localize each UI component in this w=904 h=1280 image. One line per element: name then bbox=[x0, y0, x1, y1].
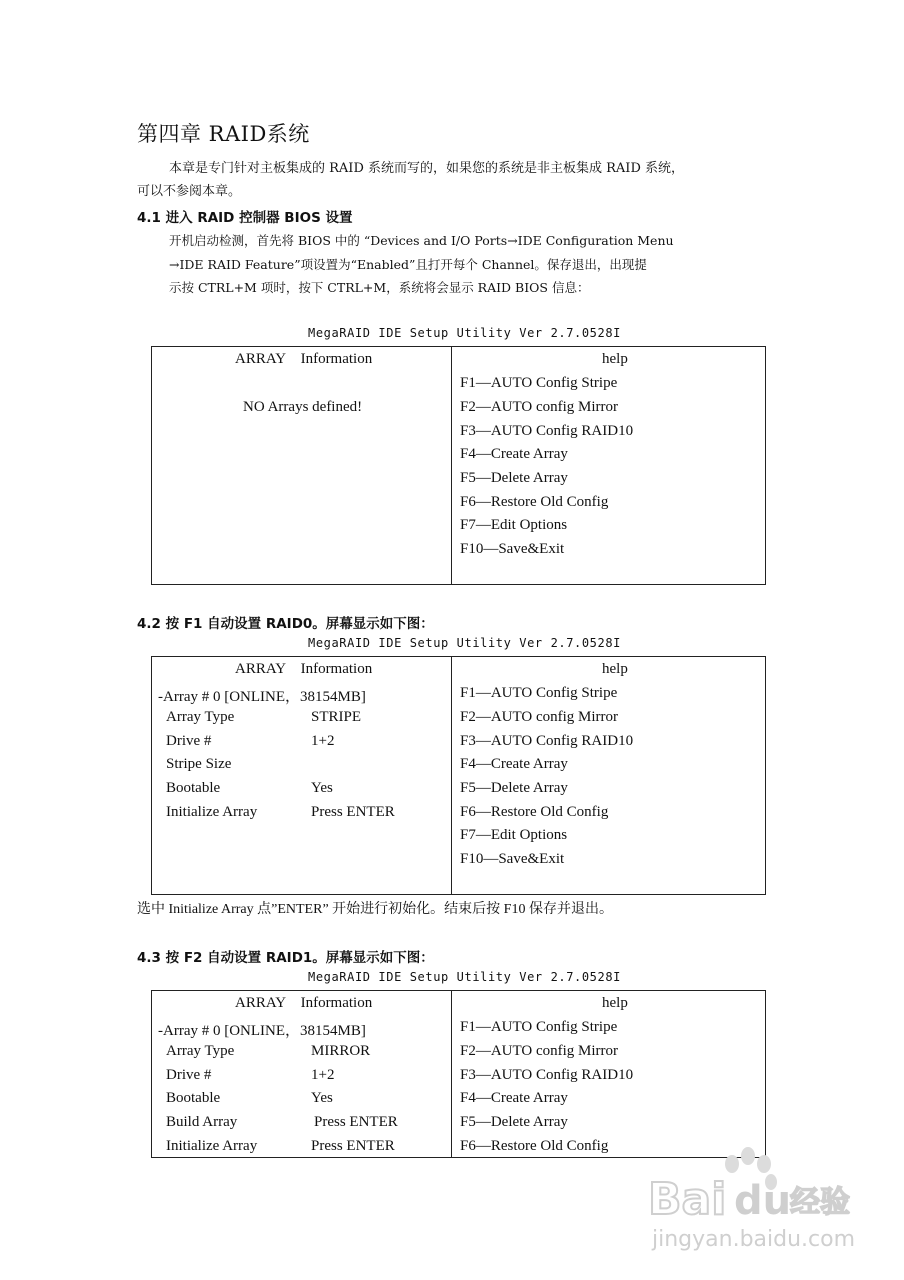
help-item: F3—AUTO Config RAID10 bbox=[460, 423, 634, 439]
baidu-jingyan-watermark bbox=[640, 1142, 870, 1262]
help-header: help bbox=[602, 351, 628, 367]
array-info-header: ARRAY Information bbox=[235, 351, 373, 367]
help-item: F5—Delete Array bbox=[460, 470, 568, 486]
initialize-array-label: Initialize Array bbox=[166, 1138, 258, 1154]
bootable-value: Yes bbox=[311, 780, 333, 796]
intro-line-1: 本章是专门针对主板集成的 RAID 系统而写的，如果您的系统是非主板集成 RAID 系统， bbox=[169, 161, 684, 176]
chapter-title: 第四章 RAID系统 bbox=[137, 122, 310, 146]
section-heading-4-3: 4.3 按 F2 自动设置 RAID1。屏幕显示如下图： bbox=[137, 950, 434, 966]
panel-divider bbox=[451, 657, 452, 894]
help-item: F3—AUTO Config RAID10 bbox=[460, 733, 634, 749]
watermark-brand: Bai bbox=[648, 1174, 727, 1225]
help-item: F2—AUTO config Mirror bbox=[460, 709, 619, 725]
watermark-url: jingyan.baidu.com bbox=[652, 1227, 856, 1252]
bios-screen-raid0 bbox=[151, 656, 766, 895]
bootable-value: Yes bbox=[311, 1090, 333, 1106]
help-item: F5—Delete Array bbox=[460, 780, 568, 796]
help-item: F4—Create Array bbox=[460, 446, 568, 462]
screen-caption: MegaRAID IDE Setup Utility Ver 2.7.0528I bbox=[308, 970, 621, 984]
bios-screen-no-arrays bbox=[151, 346, 766, 585]
help-item: F1—AUTO Config Stripe bbox=[460, 1019, 618, 1035]
panel-divider bbox=[451, 991, 452, 1157]
initialize-array-value: Press ENTER bbox=[311, 804, 395, 820]
drive-value: 1+2 bbox=[311, 733, 335, 749]
array-line: -Array # 0 [ONLINE，38154MB] bbox=[158, 1023, 366, 1039]
build-array-label: Build Array bbox=[166, 1114, 238, 1130]
help-item: F6—Restore Old Config bbox=[460, 494, 609, 510]
help-item: F7—Edit Options bbox=[460, 517, 568, 533]
panel-divider bbox=[451, 347, 452, 584]
bios-screen-raid1 bbox=[151, 990, 766, 1158]
screen-caption: MegaRAID IDE Setup Utility Ver 2.7.0528I bbox=[308, 636, 621, 650]
help-item: F4—Create Array bbox=[460, 1090, 568, 1106]
help-header: help bbox=[602, 661, 628, 677]
section1-line-1: 开机启动检测，首先将 BIOS 中的 “Devices and I/O Ports→IDE Configuration Menu bbox=[169, 233, 674, 248]
section-heading-4-2: 4.2 按 F1 自动设置 RAID0。屏幕显示如下图： bbox=[137, 616, 434, 632]
drive-label: Drive # bbox=[166, 1067, 212, 1083]
watermark-brand-jingyan: 经验 bbox=[790, 1185, 850, 1220]
initialize-array-value: Press ENTER bbox=[311, 1138, 395, 1154]
screen-caption: MegaRAID IDE Setup Utility Ver 2.7.0528I bbox=[308, 326, 621, 340]
array-info-header: ARRAY Information bbox=[235, 661, 373, 677]
array-type-label: Array Type bbox=[166, 1043, 235, 1059]
help-header: help bbox=[602, 995, 628, 1011]
help-item: F5—Delete Array bbox=[460, 1114, 568, 1130]
array-info-header: ARRAY Information bbox=[235, 995, 373, 1011]
array-type-value: STRIPE bbox=[311, 709, 362, 725]
section1-line-2: →IDE RAID Feature”项设置为“Enabled”且打开每个 Channel。保存退出，出现提 bbox=[169, 257, 647, 272]
help-item: F6—Restore Old Config bbox=[460, 1138, 609, 1154]
bootable-label: Bootable bbox=[166, 780, 221, 796]
stripe-size-label: Stripe Size bbox=[166, 756, 232, 772]
build-array-value: Press ENTER bbox=[314, 1114, 398, 1130]
watermark-brand-du: du bbox=[734, 1178, 792, 1224]
array-line: -Array # 0 [ONLINE，38154MB] bbox=[158, 689, 366, 705]
initialize-note: 选中 Initialize Array 点”ENTER” 开始进行初始化。结束后按 F10 保存并退出。 bbox=[137, 902, 613, 917]
drive-label: Drive # bbox=[166, 733, 212, 749]
intro-line-2: 可以不参阅本章。 bbox=[137, 184, 242, 199]
section1-line-3: 示按 CTRL+M 项时，按下 CTRL+M，系统将会显示 RAID BIOS 信息： bbox=[169, 280, 590, 295]
help-item: F1—AUTO Config Stripe bbox=[460, 685, 618, 701]
bootable-label: Bootable bbox=[166, 1090, 221, 1106]
help-item: F10—Save&Exit bbox=[460, 851, 565, 867]
initialize-array-label: Initialize Array bbox=[166, 804, 258, 820]
array-type-label: Array Type bbox=[166, 709, 235, 725]
help-item: F2—AUTO config Mirror bbox=[460, 1043, 619, 1059]
help-item: F7—Edit Options bbox=[460, 827, 568, 843]
help-item: F3—AUTO Config RAID10 bbox=[460, 1067, 634, 1083]
help-item: F4—Create Array bbox=[460, 756, 568, 772]
help-item: F10—Save&Exit bbox=[460, 541, 565, 557]
help-item: F2—AUTO config Mirror bbox=[460, 399, 619, 415]
section-heading-4-1: 4.1 进入 RAID 控制器 BIOS 设置 bbox=[137, 210, 353, 226]
help-item: F1—AUTO Config Stripe bbox=[460, 375, 618, 391]
no-arrays-message: NO Arrays defined! bbox=[243, 399, 363, 415]
array-type-value: MIRROR bbox=[311, 1043, 371, 1059]
help-item: F6—Restore Old Config bbox=[460, 804, 609, 820]
drive-value: 1+2 bbox=[311, 1067, 335, 1083]
